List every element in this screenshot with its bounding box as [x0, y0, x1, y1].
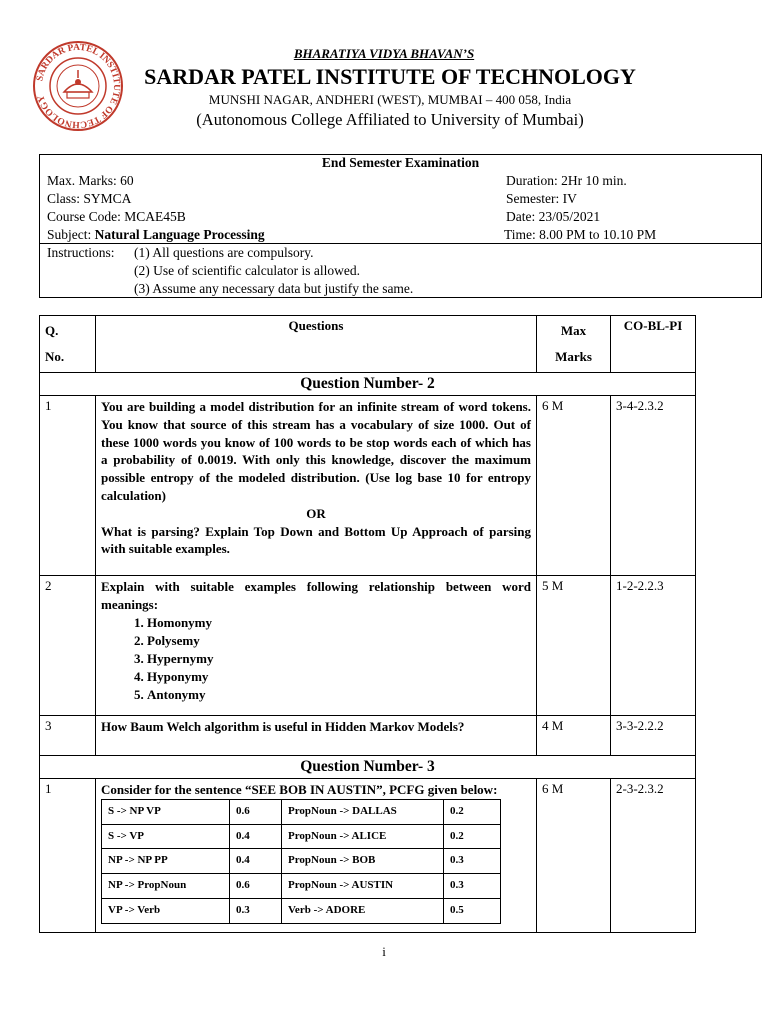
subject-label: Subject: [47, 227, 95, 242]
pcfg-probability: 0.2 [444, 824, 501, 849]
pcfg-rule: S -> VP [102, 824, 230, 849]
question-text [96, 576, 537, 716]
alternate-question: What is parsing? Explain Top Down and Bottom Up Approach of parsing with suitable examples. [101, 523, 531, 557]
course-code: Course Code: MCAE45B [47, 209, 186, 224]
header-qno: Q. No. [40, 316, 96, 373]
trust-name: BHARATIYA VIDYA BHAVAN’S [293, 46, 475, 61]
question-co: 2-3-2.3.2 [611, 779, 696, 933]
question-body: You are building a model distribution for an infinite stream of word tokens. You know that source of this stream has a vocabulary of size 1000. Out of these 1000 words you know of 100 words to be stop words each of which has a probability of 0.0019. With only this knowledge, discover the maximum possible entropy of the modeled distribution. (Use log base 10 for entropy calculation) [101, 399, 531, 503]
question-body: Consider for the sentence “SEE BOB IN AUSTIN”, PCFG given below: [101, 782, 498, 797]
pcfg-table [101, 799, 501, 924]
instruction-3: (3) Assume any necessary data but justify the same. [134, 281, 414, 296]
pcfg-probability: 0.4 [230, 824, 282, 849]
exam-info-box [39, 154, 762, 298]
exam-class: Class: SYMCA [47, 191, 132, 206]
section-heading-row [40, 756, 696, 779]
table-row [40, 396, 696, 576]
pcfg-rule: S -> NP VP [102, 799, 230, 824]
institute-address: MUNSHI NAGAR, ANDHERI (WEST), MUMBAI – 400 058, India [208, 92, 572, 107]
list-item: 4. Hyponymy [147, 668, 531, 686]
pcfg-rule: PropNoun -> BOB [282, 849, 444, 874]
logo-ring-text: SARDAR PATEL INSTITUTE OF TECHNOLOGY [35, 42, 122, 130]
instruction-2: (2) Use of scientific calculator is allowed. [134, 263, 361, 278]
instruction-1: (1) All questions are compulsory. [134, 245, 314, 260]
question-number: 2 [40, 576, 96, 716]
pcfg-rule: PropNoun -> ALICE [282, 824, 444, 849]
section-title: Question Number- 2 [40, 373, 696, 396]
pcfg-rule: PropNoun -> DALLAS [282, 799, 444, 824]
question-text [96, 396, 537, 576]
pcfg-row [102, 898, 501, 923]
table-row [40, 716, 696, 756]
pcfg-probability: 0.4 [230, 849, 282, 874]
pcfg-rule: VP -> Verb [102, 898, 230, 923]
subject-name: Natural Language Processing [94, 227, 265, 242]
pcfg-probability: 0.3 [444, 874, 501, 899]
header-co-bl-pi: CO-BL-PI [611, 316, 696, 373]
pcfg-probability: 0.3 [444, 849, 501, 874]
affiliation-line: (Autonomous College Affiliated to University of Mumbai) [196, 110, 584, 129]
pcfg-row [102, 874, 501, 899]
list-item: 5. Antonymy [147, 686, 531, 704]
question-marks: 5 M [537, 576, 611, 716]
exam-time: Time: 8.00 PM to 10.10 PM [504, 227, 657, 242]
header-max-marks: Max Marks [537, 316, 611, 373]
pcfg-probability: 0.5 [444, 898, 501, 923]
pcfg-rule: NP -> PropNoun [102, 874, 230, 899]
list-item: 2. Polysemy [147, 632, 531, 650]
question-number: 1 [40, 779, 96, 933]
pcfg-row [102, 849, 501, 874]
subject-line [47, 227, 265, 243]
pcfg-row [102, 824, 501, 849]
pcfg-rule: NP -> NP PP [102, 849, 230, 874]
section-heading-row [40, 373, 696, 396]
semester: Semester: IV [506, 191, 577, 206]
question-body: Explain with suitable examples following relationship between word meanings: [101, 579, 531, 612]
table-row [40, 576, 696, 716]
page-number: i [382, 944, 386, 959]
question-marks: 4 M [537, 716, 611, 756]
exam-date: Date: 23/05/2021 [506, 209, 601, 224]
table-header-row [40, 316, 696, 373]
list-item: 1. Homonymy [147, 614, 531, 632]
pcfg-probability: 0.6 [230, 874, 282, 899]
question-marks: 6 M [537, 396, 611, 576]
table-row [40, 779, 696, 933]
question-marks: 6 M [537, 779, 611, 933]
list-item: 3. Hypernymy [147, 650, 531, 668]
max-marks: Max. Marks: 60 [47, 173, 134, 188]
question-co: 3-3-2.2.2 [611, 716, 696, 756]
question-text: How Baum Welch algorithm is useful in Hidden Markov Models? [96, 716, 537, 756]
pcfg-rule: PropNoun -> AUSTIN [282, 874, 444, 899]
institute-name: SARDAR PATEL INSTITUTE OF TECHNOLOGY [144, 64, 636, 89]
duration: Duration: 2Hr 10 min. [506, 173, 627, 188]
exam-title: End Semester Examination [321, 155, 480, 170]
question-number: 3 [40, 716, 96, 756]
instructions-label: Instructions: [47, 245, 115, 260]
question-co: 1-2-2.2.3 [611, 576, 696, 716]
question-number: 1 [40, 396, 96, 576]
pcfg-probability: 0.3 [230, 898, 282, 923]
header-questions: Questions [96, 316, 537, 373]
pcfg-probability: 0.2 [444, 799, 501, 824]
question-text [96, 779, 537, 933]
section-title: Question Number- 3 [40, 756, 696, 779]
pcfg-probability: 0.6 [230, 799, 282, 824]
pcfg-row [102, 799, 501, 824]
or-separator: OR [306, 505, 326, 521]
question-co: 3-4-2.3.2 [611, 396, 696, 576]
questions-table [39, 315, 696, 933]
pcfg-rule: Verb -> ADORE [282, 898, 444, 923]
relationship-list [101, 614, 531, 704]
